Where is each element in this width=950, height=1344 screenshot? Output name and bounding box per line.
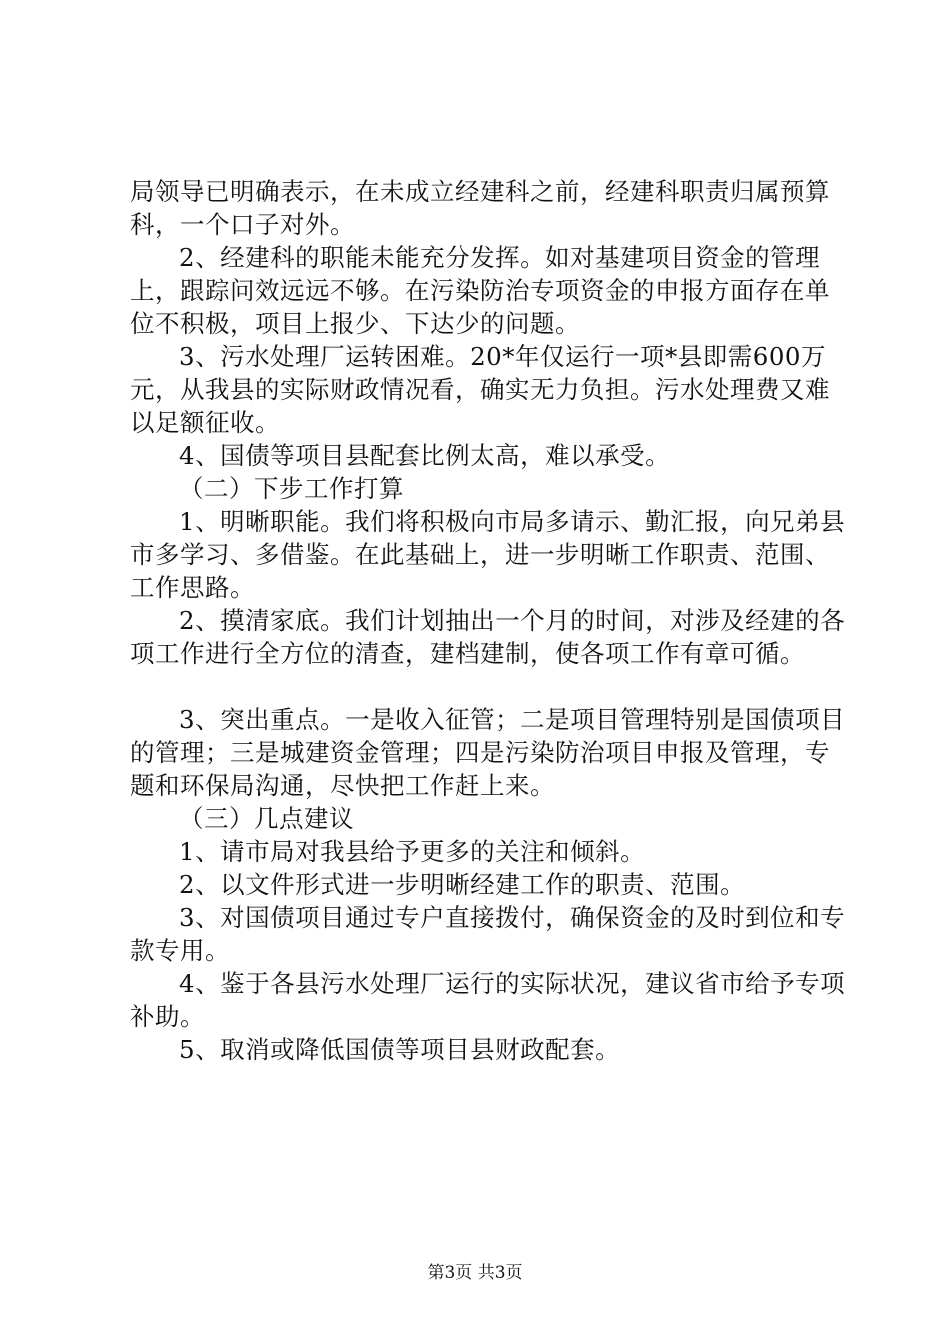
section-heading: （二）下步工作打算 bbox=[179, 474, 404, 503]
document-body bbox=[130, 175, 850, 1066]
paragraph-item: 2、经建科的职能未能充分发挥。如对基建项目资金的管理上，跟踪问效远远不够。在污染防治专项资金的申报方面存在单位不积极，项目上报少、下达少的问题。 bbox=[130, 243, 830, 338]
paragraph-item: 4、鉴于各县污水处理厂运行的实际状况，建议省市给予专项补助。 bbox=[130, 969, 846, 1031]
paragraph-item: 3、污水处理厂运转困难。20*年仅运行一项*县即需600万元，从我县的实际财政情况看，确实无力负担。污水处理费又难以足额征收。 bbox=[130, 342, 830, 437]
paragraph-item: 1、明晰职能。我们将积极向市局多请示、勤汇报，向兄弟县市多学习、多借鉴。在此基础上，进一步明晰工作职责、范围、工作思路。 bbox=[130, 507, 846, 602]
paragraph-item: 2、摸清家底。我们计划抽出一个月的时间，对涉及经建的各项工作进行全方位的清查，建档建制，使各项工作有章可循。 bbox=[130, 606, 846, 668]
paragraph-item: 5、取消或降低国债等项目县财政配套。 bbox=[179, 1035, 621, 1064]
paragraph-item: 3、对国债项目通过专户直接拨付，确保资金的及时到位和专款专用。 bbox=[130, 903, 846, 965]
paragraph-item: 3、突出重点。一是收入征管；二是项目管理特别是国债项目的管理；三是城建资金管理；四是污染防治项目申报及管理，专题和环保局沟通，尽快把工作赶上来。 bbox=[130, 705, 846, 800]
paragraph-item: 4、国债等项目县配套比例太高，难以承受。 bbox=[179, 441, 671, 470]
paragraph-item: 1、请市局对我县给予更多的关注和倾斜。 bbox=[179, 837, 646, 866]
page-footer: 第3页 共3页 bbox=[427, 1263, 523, 1283]
section-heading: （三）几点建议 bbox=[179, 804, 354, 833]
paragraph-continuation: 局领导已明确表示，在未成立经建科之前，经建科职责归属预算科，一个口子对外。 bbox=[130, 177, 830, 239]
paragraph-item: 2、以文件形式进一步明晰经建工作的职责、范围。 bbox=[179, 870, 746, 899]
